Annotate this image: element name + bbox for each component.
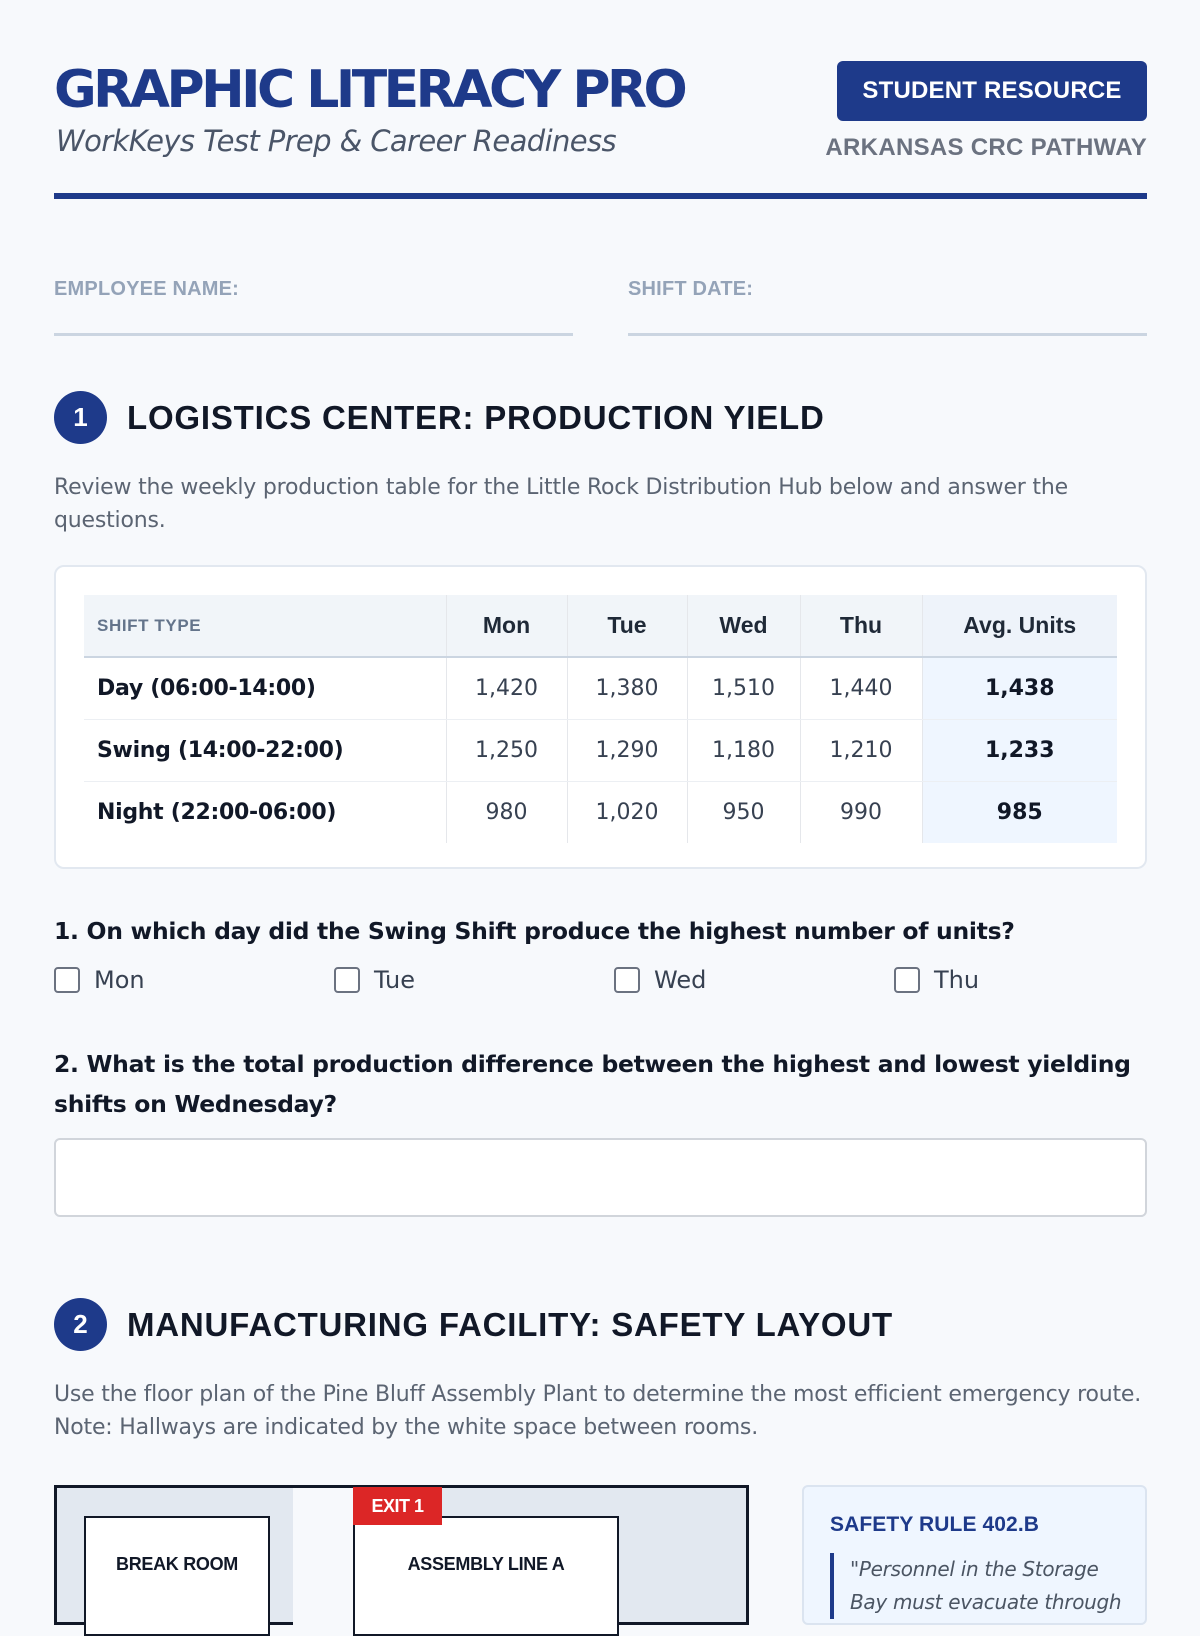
table-cell: 980 — [446, 781, 567, 843]
section-2-title: MANUFACTURING FACILITY: SAFETY LAYOUT — [127, 1305, 893, 1343]
employee-name-field[interactable] — [54, 278, 573, 336]
table-cell: 1,180 — [687, 719, 800, 781]
room-assembly-line-a — [353, 1516, 619, 1636]
option-label: Thu — [934, 966, 980, 994]
option-label: Tue — [374, 966, 415, 994]
section-2-description: Use the floor plan of the Pine Bluff Assembly Plant to determine the most efficient emergency route. Note: Hallways are indicated by the white space between rooms. — [54, 1382, 1142, 1440]
section-1-number: 1 — [54, 391, 107, 444]
option-label: Mon — [94, 966, 145, 994]
column-header: Wed — [687, 595, 800, 657]
shift-date-field[interactable] — [628, 278, 1147, 336]
section-1-title: LOGISTICS CENTER: PRODUCTION YIELD — [127, 398, 825, 436]
table-cell: Swing (14:00-22:00) — [84, 719, 446, 781]
table-cell: 1,250 — [446, 719, 567, 781]
pathway-label: ARKANSAS CRC PATHWAY — [825, 134, 1147, 161]
question-1-options — [54, 966, 1147, 1000]
option-wed[interactable] — [614, 966, 706, 994]
table-cell: 1,438 — [922, 657, 1117, 719]
table-cell: 1,210 — [800, 719, 922, 781]
column-header: Tue — [567, 595, 687, 657]
production-table-card — [54, 565, 1147, 869]
column-header: Avg. Units — [922, 595, 1117, 657]
option-label: Wed — [654, 966, 707, 994]
table-header-row — [84, 595, 1117, 657]
room-label: BREAK ROOM — [116, 1554, 238, 1574]
production-yield-table — [84, 595, 1117, 843]
safety-rule-card — [802, 1485, 1147, 1625]
hallway — [293, 1488, 353, 1628]
table-cell: Day (06:00-14:00) — [84, 657, 446, 719]
option-mon[interactable] — [54, 966, 145, 994]
worksheet-header — [54, 56, 1147, 201]
header-divider — [54, 193, 1147, 199]
checkbox[interactable] — [54, 967, 80, 993]
room-break-room — [84, 1516, 270, 1636]
table-cell: 1,233 — [922, 719, 1117, 781]
section-2-header — [54, 1298, 893, 1351]
checkbox[interactable] — [334, 967, 360, 993]
question-2-answer-input[interactable] — [54, 1138, 1147, 1217]
table-cell: 1,510 — [687, 657, 800, 719]
column-header: SHIFT TYPE — [84, 595, 446, 657]
column-header: Thu — [800, 595, 922, 657]
table-cell: 950 — [687, 781, 800, 843]
safety-rule-title: SAFETY RULE 402.B — [830, 1513, 1040, 1536]
table-cell: 1,380 — [567, 657, 687, 719]
worksheet-page — [54, 0, 1147, 1614]
safety-rule-quote: "Personnel in the Storage Bay must evacuate through — [830, 1553, 1130, 1619]
checkbox[interactable] — [614, 967, 640, 993]
section-1-header — [54, 391, 825, 444]
floor-plan — [54, 1485, 749, 1625]
room-label: ASSEMBLY LINE A — [407, 1554, 565, 1574]
table-cell: 1,290 — [567, 719, 687, 781]
question-2-text: 2. What is the total production difference between the highest and lowest yielding shifts on Wednesday? — [54, 1050, 1131, 1118]
table-cell: 1,420 — [446, 657, 567, 719]
employee-name-label: EMPLOYEE NAME: — [54, 278, 240, 300]
question-1-text: 1. On which day did the Swing Shift produce the highest number of units? — [54, 917, 1015, 945]
table-row — [84, 719, 1117, 781]
table-cell: 1,440 — [800, 657, 922, 719]
checkbox[interactable] — [894, 967, 920, 993]
student-resource-badge: STUDENT RESOURCE — [837, 61, 1147, 121]
table-cell: Night (22:00-06:00) — [84, 781, 446, 843]
section-2-number: 2 — [54, 1298, 107, 1351]
shift-date-label: SHIFT DATE: — [628, 278, 754, 300]
brand-title: GRAPHIC LITERACY PRO — [54, 60, 685, 120]
section-1-description: Review the weekly production table for the Little Rock Distribution Hub below and answer the questions. — [54, 475, 1068, 533]
column-header: Mon — [446, 595, 567, 657]
table-cell: 985 — [922, 781, 1117, 843]
table-cell: 990 — [800, 781, 922, 843]
option-thu[interactable] — [894, 966, 979, 994]
brand-subtitle: WorkKeys Test Prep & Career Readiness — [56, 124, 617, 158]
table-row — [84, 657, 1117, 719]
table-cell: 1,020 — [567, 781, 687, 843]
option-tue[interactable] — [334, 966, 415, 994]
exit-1-marker: EXIT 1 — [353, 1487, 442, 1525]
table-row — [84, 781, 1117, 843]
